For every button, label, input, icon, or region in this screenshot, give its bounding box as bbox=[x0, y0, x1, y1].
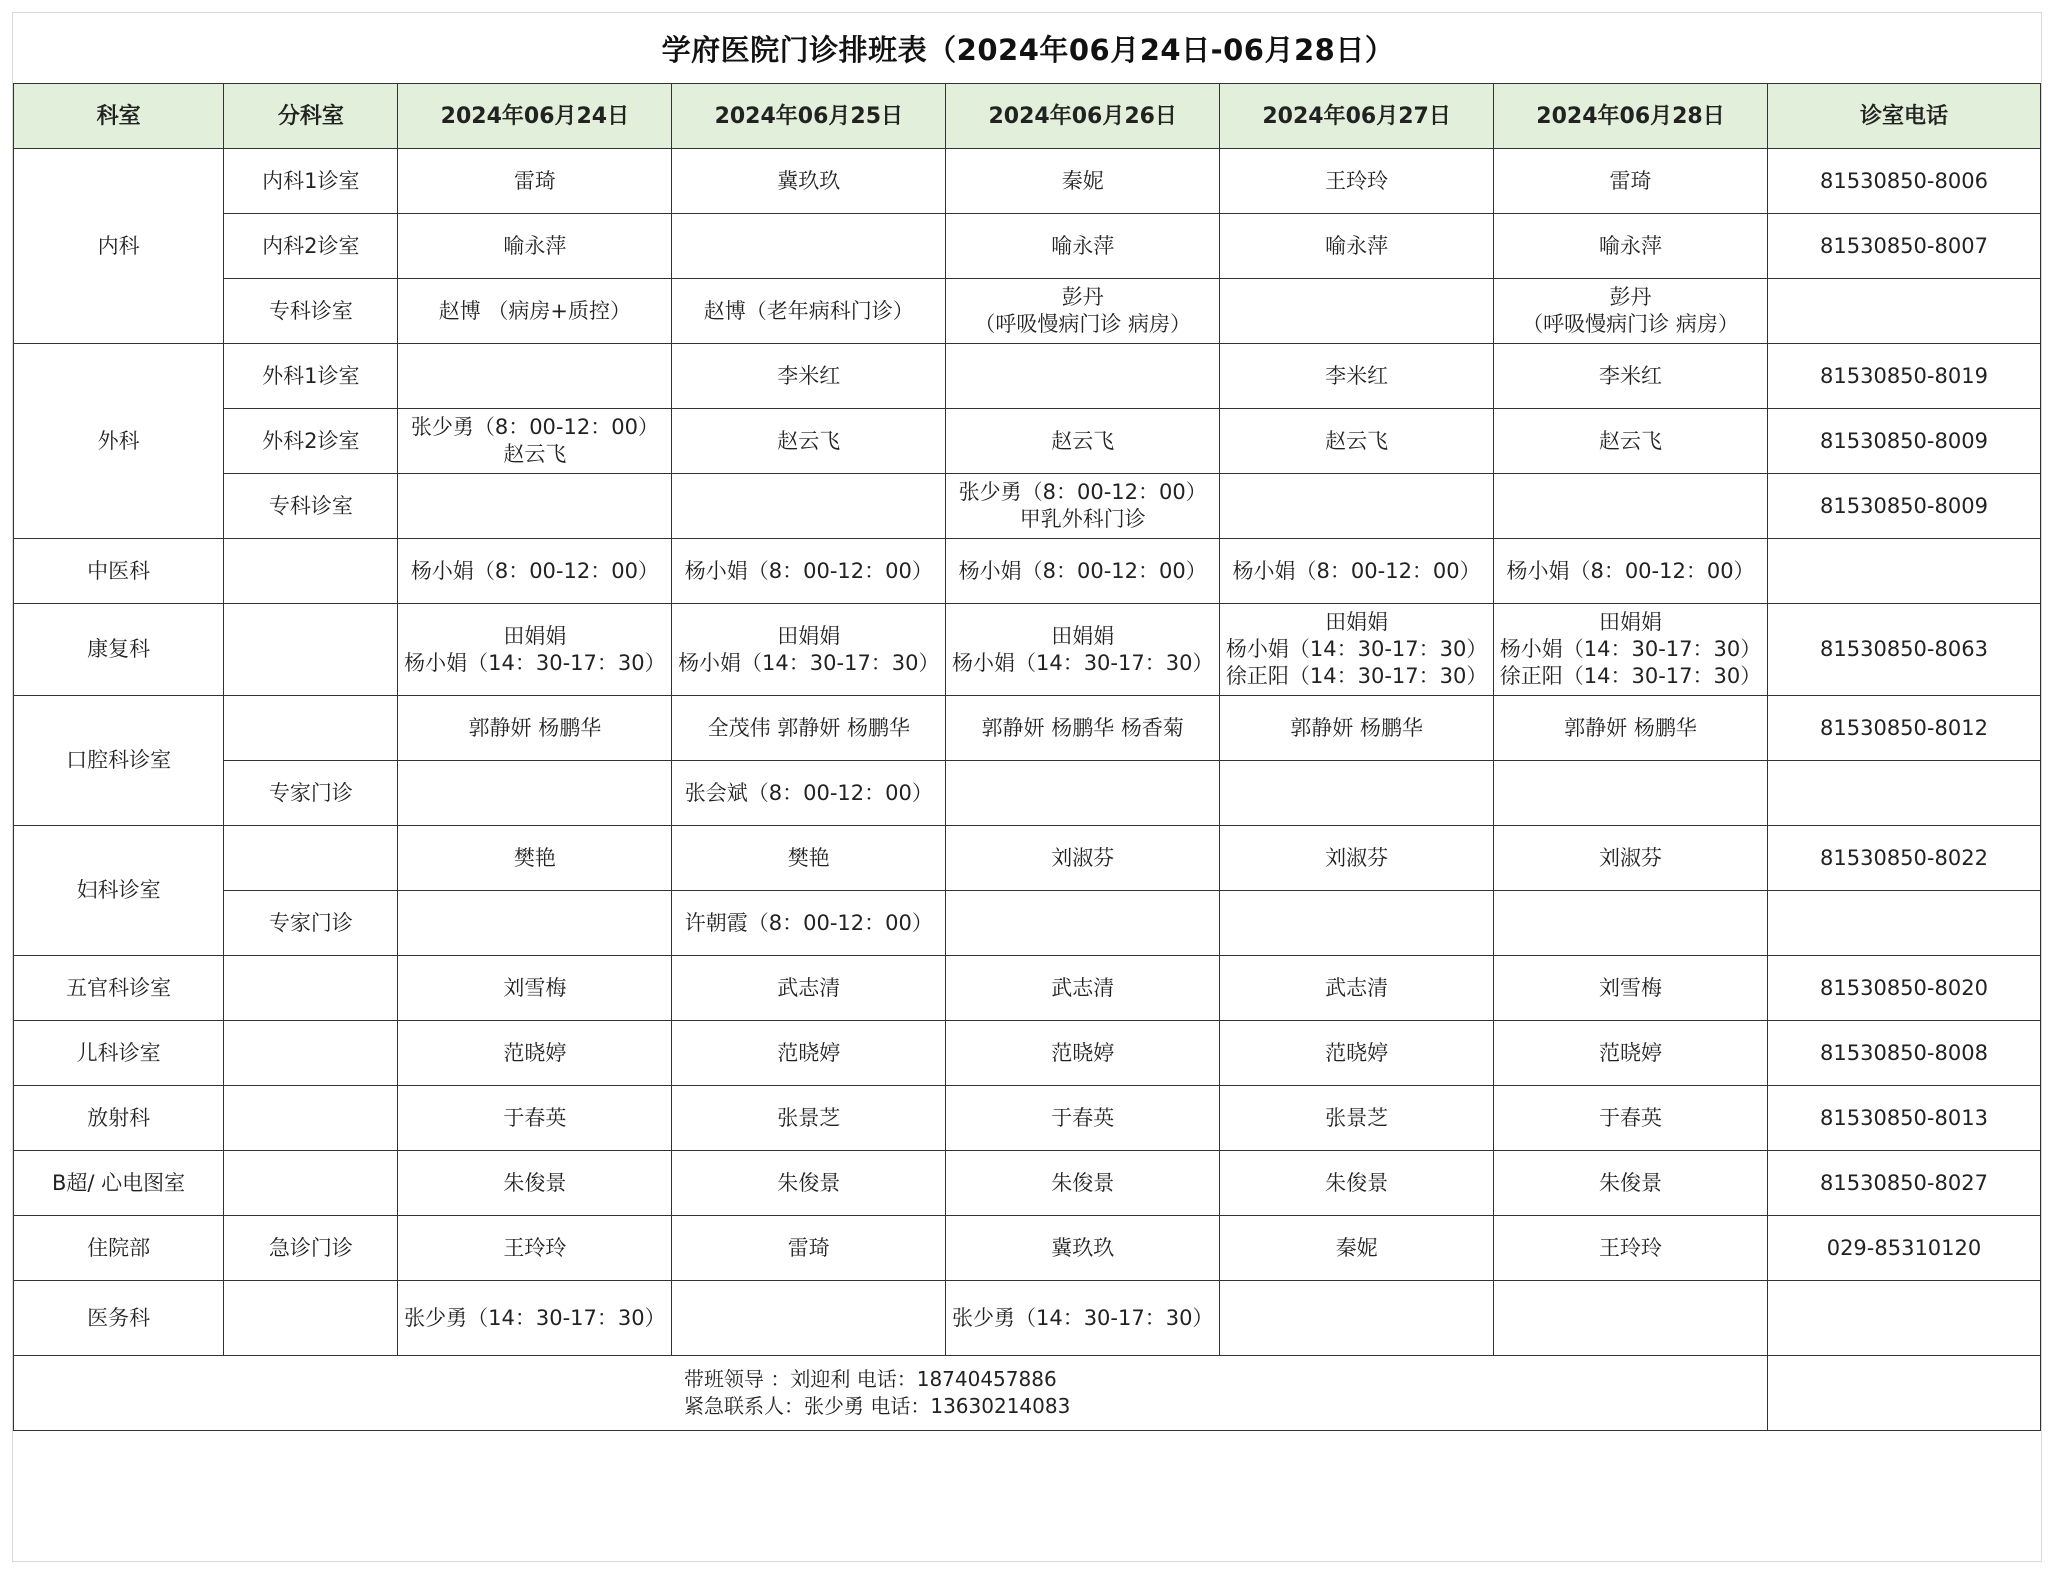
schedule-cell-day-2 bbox=[672, 1281, 946, 1356]
doctor-entry: 杨小娟（8：00-12：00） bbox=[958, 558, 1207, 583]
schedule-cell-day-5 bbox=[1494, 696, 1768, 761]
dept-cell: 内科 bbox=[14, 149, 224, 344]
schedule-cell-day-4 bbox=[1220, 1216, 1494, 1281]
header-day-5: 2024年06月28日 bbox=[1494, 84, 1768, 149]
doctor-entry: 武志清 bbox=[1051, 975, 1115, 1000]
doctor-entry: 田娟娟 bbox=[1051, 623, 1115, 648]
subdept-cell bbox=[224, 1151, 398, 1216]
doctor-entry: 徐正阳（14：30-17：30） bbox=[1225, 664, 1488, 688]
header-day-4: 2024年06月27日 bbox=[1220, 84, 1494, 149]
doctor-entry: 樊艳 bbox=[513, 845, 556, 870]
schedule-cell-day-3 bbox=[946, 279, 1220, 344]
table-row bbox=[14, 956, 2041, 1021]
schedule-table bbox=[13, 83, 2041, 1431]
schedule-cell-day-3 bbox=[946, 539, 1220, 604]
schedule-cell-day-3 bbox=[946, 474, 1220, 539]
page-title: 学府医院门诊排班表（2024年06月24日-06月28日） bbox=[661, 32, 1395, 67]
header-day-1: 2024年06月24日 bbox=[398, 84, 672, 149]
schedule-cell-day-3 bbox=[946, 1216, 1220, 1281]
dept-cell: 中医科 bbox=[14, 539, 224, 604]
subdept-cell: 急诊门诊 bbox=[224, 1216, 398, 1281]
doctor-entry: 赵云飞 bbox=[503, 442, 567, 466]
schedule-cell-day-5 bbox=[1494, 474, 1768, 539]
doctor-entry: 刘雪梅 bbox=[1599, 975, 1663, 1000]
doctor-entry: 赵云飞 bbox=[1599, 428, 1663, 453]
doctor-entry: 范晓婷 bbox=[1325, 1040, 1389, 1065]
schedule-cell-day-4 bbox=[1220, 474, 1494, 539]
doctor-entry: 朱俊景 bbox=[503, 1170, 567, 1195]
doctor-entry: 冀玖玖 bbox=[777, 168, 841, 193]
schedule-cell-day-5 bbox=[1494, 214, 1768, 279]
dept-cell: 儿科诊室 bbox=[14, 1021, 224, 1086]
subdept-cell bbox=[224, 1086, 398, 1151]
doctor-entry: 徐正阳（14：30-17：30） bbox=[1499, 664, 1762, 688]
schedule-cell-day-3 bbox=[946, 891, 1220, 956]
footer-phone-cell bbox=[1767, 1356, 2040, 1431]
doctor-entry: 刘淑芬 bbox=[1599, 845, 1663, 870]
schedule-cell-day-3 bbox=[946, 1021, 1220, 1086]
schedule-cell-day-5 bbox=[1494, 344, 1768, 409]
dept-cell: 放射科 bbox=[14, 1086, 224, 1151]
header-day-3: 2024年06月26日 bbox=[946, 84, 1220, 149]
phone-cell bbox=[1767, 891, 2040, 956]
doctor-entry: 赵云飞 bbox=[1325, 428, 1389, 453]
schedule-cell-day-1 bbox=[398, 1281, 672, 1356]
schedule-cell-day-4 bbox=[1220, 604, 1494, 696]
header-subdept: 分科室 bbox=[224, 84, 398, 149]
doctor-entry: 全茂伟 郭静妍 杨鹏华 bbox=[707, 715, 910, 740]
schedule-cell-day-3 bbox=[946, 1151, 1220, 1216]
emergency-contact: 紧急联系人：张少勇 电话：13630214083 bbox=[684, 1394, 1071, 1418]
schedule-cell-day-4 bbox=[1220, 214, 1494, 279]
dept-cell: 医务科 bbox=[14, 1281, 224, 1356]
schedule-cell-day-2 bbox=[672, 409, 946, 474]
doctor-entry: 喻永萍 bbox=[1599, 233, 1663, 258]
doctor-entry: 郭静妍 杨鹏华 bbox=[1290, 715, 1423, 740]
table-row bbox=[14, 604, 2041, 696]
subdept-cell bbox=[224, 696, 398, 761]
schedule-cell-day-2 bbox=[672, 474, 946, 539]
schedule-cell-day-2 bbox=[672, 826, 946, 891]
schedule-cell-day-5 bbox=[1494, 539, 1768, 604]
doctor-entry: 田娟娟 bbox=[1325, 610, 1389, 634]
schedule-cell-day-2 bbox=[672, 539, 946, 604]
footer-row bbox=[14, 1356, 2041, 1431]
subdept-cell: 内科2诊室 bbox=[224, 214, 398, 279]
subdept-cell bbox=[224, 956, 398, 1021]
schedule-cell-day-1 bbox=[398, 1151, 672, 1216]
dept-cell: B超/ 心电图室 bbox=[14, 1151, 224, 1216]
doctor-entry: 郭静妍 杨鹏华 bbox=[1564, 715, 1697, 740]
doctor-entry: 赵云飞 bbox=[1051, 428, 1115, 453]
schedule-cell-day-5 bbox=[1494, 1216, 1768, 1281]
doctor-entry: 杨小娟（8：00-12：00） bbox=[1506, 558, 1755, 583]
schedule-cell-day-5 bbox=[1494, 1021, 1768, 1086]
schedule-cell-day-4 bbox=[1220, 409, 1494, 474]
table-row bbox=[14, 539, 2041, 604]
schedule-cell-day-2 bbox=[672, 279, 946, 344]
schedule-cell-day-5 bbox=[1494, 604, 1768, 696]
subdept-cell bbox=[224, 826, 398, 891]
doctor-entry: 朱俊景 bbox=[1051, 1170, 1115, 1195]
schedule-cell-day-2 bbox=[672, 956, 946, 1021]
doctor-entry: 张少勇（8：00-12：00） bbox=[410, 415, 659, 439]
phone-cell: 81530850-8007 bbox=[1767, 214, 2040, 279]
doctor-entry: 范晓婷 bbox=[1051, 1040, 1115, 1065]
doctor-entry: 张少勇（14：30-17：30） bbox=[404, 1305, 666, 1330]
phone-cell: 81530850-8022 bbox=[1767, 826, 2040, 891]
dept-cell: 五官科诊室 bbox=[14, 956, 224, 1021]
schedule-cell-day-1 bbox=[398, 761, 672, 826]
schedule-cell-day-4 bbox=[1220, 1086, 1494, 1151]
schedule-cell-day-1 bbox=[398, 279, 672, 344]
schedule-cell-day-3 bbox=[946, 409, 1220, 474]
doctor-entry: 杨小娟（8：00-12：00） bbox=[1232, 558, 1481, 583]
table-row bbox=[14, 409, 2041, 474]
schedule-cell-day-5 bbox=[1494, 1086, 1768, 1151]
doctor-entry: 张少勇（14：30-17：30） bbox=[951, 1305, 1214, 1330]
schedule-cell-day-1 bbox=[398, 1216, 672, 1281]
dept-cell: 妇科诊室 bbox=[14, 826, 224, 956]
table-row bbox=[14, 891, 2041, 956]
table-row bbox=[14, 826, 2041, 891]
schedule-cell-day-3 bbox=[946, 1281, 1220, 1356]
doctor-entry: 朱俊景 bbox=[1325, 1170, 1389, 1195]
doctor-entry: 杨小娟（8：00-12：00） bbox=[684, 558, 933, 583]
doctor-entry: 赵云飞 bbox=[777, 428, 841, 453]
phone-cell: 81530850-8009 bbox=[1767, 409, 2040, 474]
schedule-cell-day-2 bbox=[672, 1086, 946, 1151]
phone-cell: 81530850-8008 bbox=[1767, 1021, 2040, 1086]
schedule-cell-day-1 bbox=[398, 891, 672, 956]
schedule-cell-day-3 bbox=[946, 826, 1220, 891]
table-row bbox=[14, 1281, 2041, 1356]
schedule-cell-day-4 bbox=[1220, 1151, 1494, 1216]
schedule-cell-day-4 bbox=[1220, 1021, 1494, 1086]
doctor-entry: 雷琦 bbox=[513, 168, 556, 193]
header-dept: 科室 bbox=[14, 84, 224, 149]
subdept-cell: 外科2诊室 bbox=[224, 409, 398, 474]
schedule-cell-day-3 bbox=[946, 149, 1220, 214]
schedule-cell-day-5 bbox=[1494, 1151, 1768, 1216]
table-row bbox=[14, 761, 2041, 826]
subdept-cell: 专家门诊 bbox=[224, 761, 398, 826]
doctor-entry: 赵博 （病房+质控） bbox=[438, 298, 632, 323]
schedule-cell-day-5 bbox=[1494, 956, 1768, 1021]
schedule-cell-day-5 bbox=[1494, 826, 1768, 891]
phone-cell bbox=[1767, 761, 2040, 826]
doctor-entry: 郭静妍 杨鹏华 杨香菊 bbox=[981, 715, 1184, 740]
schedule-cell-day-5 bbox=[1494, 891, 1768, 956]
phone-cell: 81530850-8009 bbox=[1767, 474, 2040, 539]
schedule-cell-day-1 bbox=[398, 826, 672, 891]
doctor-entry: 刘淑芬 bbox=[1051, 845, 1115, 870]
phone-cell bbox=[1767, 539, 2040, 604]
doctor-entry: 刘雪梅 bbox=[503, 975, 567, 1000]
schedule-cell-day-3 bbox=[946, 214, 1220, 279]
doctor-entry: 秦妮 bbox=[1061, 168, 1104, 193]
schedule-cell-day-4 bbox=[1220, 539, 1494, 604]
schedule-cell-day-3 bbox=[946, 604, 1220, 696]
schedule-cell-day-3 bbox=[946, 761, 1220, 826]
schedule-cell-day-4 bbox=[1220, 761, 1494, 826]
doctor-entry: 于春英 bbox=[1051, 1105, 1115, 1130]
doctor-entry: 范晓婷 bbox=[777, 1040, 841, 1065]
doctor-entry: 李米红 bbox=[1325, 363, 1389, 388]
doctor-entry: 许朝霞（8：00-12：00） bbox=[684, 910, 933, 935]
table-row bbox=[14, 279, 2041, 344]
doctor-entry: 甲乳外科门诊 bbox=[1019, 507, 1146, 531]
table-row bbox=[14, 214, 2041, 279]
schedule-cell-day-5 bbox=[1494, 279, 1768, 344]
schedule-cell-day-3 bbox=[946, 696, 1220, 761]
doctor-entry: 雷琦 bbox=[787, 1235, 830, 1260]
schedule-cell-day-2 bbox=[672, 1151, 946, 1216]
doctor-entry: 杨小娟（14：30-17：30） bbox=[1225, 637, 1488, 661]
doctor-entry: 喻永萍 bbox=[1325, 233, 1389, 258]
footer-contacts bbox=[14, 1356, 1768, 1431]
doctor-entry: 田娟娟 bbox=[777, 623, 841, 648]
doctor-entry: 杨小娟（14：30-17：30） bbox=[678, 650, 940, 675]
phone-cell: 81530850-8063 bbox=[1767, 604, 2040, 696]
doctor-entry: 喻永萍 bbox=[503, 233, 567, 258]
schedule-cell-day-4 bbox=[1220, 696, 1494, 761]
doctor-entry: 范晓婷 bbox=[1599, 1040, 1663, 1065]
schedule-cell-day-1 bbox=[398, 344, 672, 409]
doctor-entry: 李米红 bbox=[1599, 363, 1663, 388]
schedule-cell-day-4 bbox=[1220, 826, 1494, 891]
table-row bbox=[14, 1021, 2041, 1086]
schedule-cell-day-4 bbox=[1220, 149, 1494, 214]
table-row bbox=[14, 149, 2041, 214]
subdept-cell: 内科1诊室 bbox=[224, 149, 398, 214]
schedule-cell-day-4 bbox=[1220, 956, 1494, 1021]
schedule-cell-day-4 bbox=[1220, 279, 1494, 344]
table-row bbox=[14, 1216, 2041, 1281]
doctor-entry: （呼吸慢病门诊 病房） bbox=[974, 312, 1192, 336]
phone-cell: 81530850-8020 bbox=[1767, 956, 2040, 1021]
doctor-entry: （呼吸慢病门诊 病房） bbox=[1522, 312, 1739, 336]
schedule-cell-day-1 bbox=[398, 1086, 672, 1151]
doctor-entry: 朱俊景 bbox=[1599, 1170, 1663, 1195]
phone-cell: 81530850-8013 bbox=[1767, 1086, 2040, 1151]
doctor-entry: 雷琦 bbox=[1609, 168, 1652, 193]
schedule-cell-day-2 bbox=[672, 149, 946, 214]
doctor-entry: 喻永萍 bbox=[1051, 233, 1115, 258]
schedule-cell-day-1 bbox=[398, 149, 672, 214]
schedule-cell-day-1 bbox=[398, 214, 672, 279]
schedule-cell-day-5 bbox=[1494, 761, 1768, 826]
doctor-entry: 郭静妍 杨鹏华 bbox=[468, 715, 602, 740]
table-row bbox=[14, 1086, 2041, 1151]
schedule-cell-day-2 bbox=[672, 1216, 946, 1281]
dept-cell: 口腔科诊室 bbox=[14, 696, 224, 826]
table-row bbox=[14, 696, 2041, 761]
schedule-cell-day-2 bbox=[672, 344, 946, 409]
table-row bbox=[14, 1151, 2041, 1216]
table-row bbox=[14, 344, 2041, 409]
doctor-entry: 杨小娟（14：30-17：30） bbox=[951, 650, 1214, 675]
doctor-entry: 张景芝 bbox=[777, 1105, 841, 1130]
schedule-cell-day-2 bbox=[672, 1021, 946, 1086]
doctor-entry: 王玲玲 bbox=[1325, 168, 1389, 193]
subdept-cell: 专科诊室 bbox=[224, 474, 398, 539]
schedule-cell-day-2 bbox=[672, 604, 946, 696]
table-row bbox=[14, 474, 2041, 539]
doctor-entry: 彭丹 bbox=[1061, 285, 1104, 309]
doctor-entry: 杨小娟（8：00-12：00） bbox=[410, 558, 659, 583]
schedule-cell-day-1 bbox=[398, 956, 672, 1021]
doctor-entry: 樊艳 bbox=[787, 845, 830, 870]
schedule-cell-day-2 bbox=[672, 891, 946, 956]
schedule-cell-day-1 bbox=[398, 604, 672, 696]
subdept-cell bbox=[224, 1281, 398, 1356]
phone-cell bbox=[1767, 1281, 2040, 1356]
doctor-entry: 王玲玲 bbox=[503, 1235, 567, 1260]
phone-cell: 81530850-8012 bbox=[1767, 696, 2040, 761]
phone-cell: 029-85310120 bbox=[1767, 1216, 2040, 1281]
schedule-cell-day-4 bbox=[1220, 891, 1494, 956]
doctor-entry: 彭丹 bbox=[1609, 285, 1652, 309]
schedule-cell-day-1 bbox=[398, 696, 672, 761]
schedule-cell-day-3 bbox=[946, 956, 1220, 1021]
schedule-cell-day-3 bbox=[946, 1086, 1220, 1151]
doctor-entry: 秦妮 bbox=[1335, 1235, 1378, 1260]
schedule-cell-day-1 bbox=[398, 539, 672, 604]
duty-leader: 带班领导 ：刘迎利 电话：18740457886 bbox=[684, 1367, 1057, 1391]
schedule-cell-day-1 bbox=[398, 474, 672, 539]
dept-cell: 住院部 bbox=[14, 1216, 224, 1281]
schedule-cell-day-4 bbox=[1220, 344, 1494, 409]
schedule-sheet bbox=[12, 12, 2042, 1562]
doctor-entry: 杨小娟（14：30-17：30） bbox=[404, 650, 666, 675]
schedule-cell-day-5 bbox=[1494, 149, 1768, 214]
doctor-entry: 杨小娟（14：30-17：30） bbox=[1499, 637, 1762, 661]
doctor-entry: 张景芝 bbox=[1325, 1105, 1389, 1130]
doctor-entry: 武志清 bbox=[1325, 975, 1389, 1000]
schedule-cell-day-4 bbox=[1220, 1281, 1494, 1356]
doctor-entry: 田娟娟 bbox=[1599, 610, 1663, 634]
schedule-cell-day-2 bbox=[672, 761, 946, 826]
phone-cell bbox=[1767, 279, 2040, 344]
schedule-cell-day-1 bbox=[398, 1021, 672, 1086]
doctor-entry: 张会斌（8：00-12：00） bbox=[684, 780, 933, 805]
doctor-entry: 张少勇（8：00-12：00） bbox=[958, 480, 1207, 504]
doctor-entry: 王玲玲 bbox=[1599, 1235, 1663, 1260]
subdept-cell bbox=[224, 1021, 398, 1086]
subdept-cell: 外科1诊室 bbox=[224, 344, 398, 409]
doctor-entry: 田娟娟 bbox=[503, 623, 567, 648]
phone-cell: 81530850-8027 bbox=[1767, 1151, 2040, 1216]
schedule-cell-day-1 bbox=[398, 409, 672, 474]
schedule-body bbox=[14, 149, 2041, 1356]
doctor-entry: 李米红 bbox=[777, 363, 841, 388]
dept-cell: 康复科 bbox=[14, 604, 224, 696]
doctor-entry: 刘淑芬 bbox=[1325, 845, 1389, 870]
subdept-cell bbox=[224, 604, 398, 696]
subdept-cell: 专科诊室 bbox=[224, 279, 398, 344]
phone-cell: 81530850-8019 bbox=[1767, 344, 2040, 409]
doctor-entry: 冀玖玖 bbox=[1051, 1235, 1115, 1260]
schedule-cell-day-2 bbox=[672, 696, 946, 761]
schedule-cell-day-2 bbox=[672, 214, 946, 279]
subdept-cell: 专家门诊 bbox=[224, 891, 398, 956]
doctor-entry: 范晓婷 bbox=[503, 1040, 567, 1065]
doctor-entry: 朱俊景 bbox=[777, 1170, 841, 1195]
doctor-entry: 武志清 bbox=[777, 975, 841, 1000]
header-phone: 诊室电话 bbox=[1767, 84, 2040, 149]
header-day-2: 2024年06月25日 bbox=[672, 84, 946, 149]
schedule-cell-day-3 bbox=[946, 344, 1220, 409]
schedule-cell-day-5 bbox=[1494, 1281, 1768, 1356]
doctor-entry: 于春英 bbox=[503, 1105, 567, 1130]
doctor-entry: 于春英 bbox=[1599, 1105, 1663, 1130]
header-row bbox=[14, 84, 2041, 149]
phone-cell: 81530850-8006 bbox=[1767, 149, 2040, 214]
schedule-cell-day-5 bbox=[1494, 409, 1768, 474]
doctor-entry: 赵博（老年病科门诊） bbox=[703, 298, 914, 323]
subdept-cell bbox=[224, 539, 398, 604]
dept-cell: 外科 bbox=[14, 344, 224, 539]
